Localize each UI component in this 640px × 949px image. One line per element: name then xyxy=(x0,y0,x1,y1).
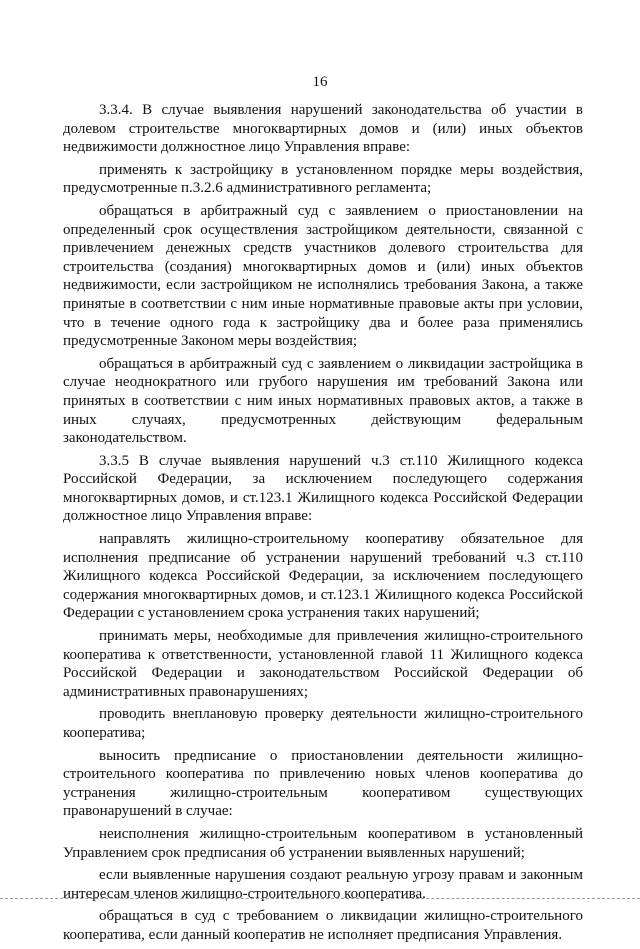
paragraph-measures: применять к застройщику в установленном порядке меры воздействия, предусмотренные п.3.2.6 административного регламента; xyxy=(63,161,583,197)
page-number: 16 xyxy=(312,74,328,90)
paragraph-liquidation: обращаться в арбитражный суд с заявлением о ликвидации застройщика в случае неоднократного или грубого нарушения им требований Закона или принятых в соответствии с ним иных нормативных правовых актов, а также в иных случаях, предусмотренных действующим федеральным законодательством. xyxy=(63,355,583,447)
paragraph-non-execution: неисполнения жилищно-строительным кооперативом в установленный Управлением срок предписания об устранении выявленных нарушений; xyxy=(63,825,583,861)
paragraph-suspension-order: выносить предписание о приостановлении деятельности жилищно-строительного кооператива по привлечению новых членов кооператива до устранения жилищно-строительным кооперативом существующих правонарушений в случае: xyxy=(63,747,583,820)
paragraph-suspension: обращаться в арбитражный суд с заявлением о приостановлении на определенный срок осуществления застройщиком деятельности, связанной с привлечением денежных средств участников долевого строительства для строительства (создания) многоквартирных домов и (или) иных объектов недвижимости, если застройщиком не исполнялись требования Закона, а также принятые в соответствии с ним иные нормативные правовые акты при условии, что в течение одного года к застройщику два и более раза применялись предусмотренные Законом меры воздействия; xyxy=(63,202,583,350)
paragraph-3-3-4: 3.3.4. В случае выявления нарушений законодательства об участии в долевом строительстве многоквартирных домов и (или) иных объектов недвижимости должностное лицо Управления вправе: xyxy=(63,102,583,156)
scan-footer-line xyxy=(0,898,640,899)
paragraph-threat: если выявленные нарушения создают реальную угрозу правам и законным интересам членов жилищно-строительного кооператива. xyxy=(63,867,583,902)
document-body xyxy=(63,101,583,949)
paragraph-responsibility: принимать меры, необходимые для привлечения жилищно-строительного кооператива к ответственности, установленной главой 11 Жилищного кодекса Российской Федерации и законодательством Российской Федерации об административных правонарушениях; xyxy=(63,628,583,700)
paragraph-court: обращаться в суд с требованием о ликвидации жилищно-строительного кооператива, если данный кооператив не исполняет предписания Управления. xyxy=(63,908,583,943)
paragraph-3-3-5: 3.3.5 В случае выявления нарушений ч.3 ст.110 Жилищного кодекса Российской Федерации, за исключением последующего содержания многоквартирных домов, и ст.123.1 Жилищного кодекса Российской Федерации должностное лицо Управления вправе: xyxy=(63,452,583,525)
paragraph-order: направлять жилищно-строительному кооперативу обязательное для исполнения предписание об устранении нарушений требований ч.3 ст.110 Жилищного кодекса Российской Федерации, за исключением последующего содержания многоквартирных домов, и ст.123.1 Жилищного кодекса Российской Федерации с установлением срока устранения таких нарушений; xyxy=(63,531,583,622)
paragraph-inspection: проводить внеплановую проверку деятельности жилищно-строительного кооператива; xyxy=(63,706,583,741)
